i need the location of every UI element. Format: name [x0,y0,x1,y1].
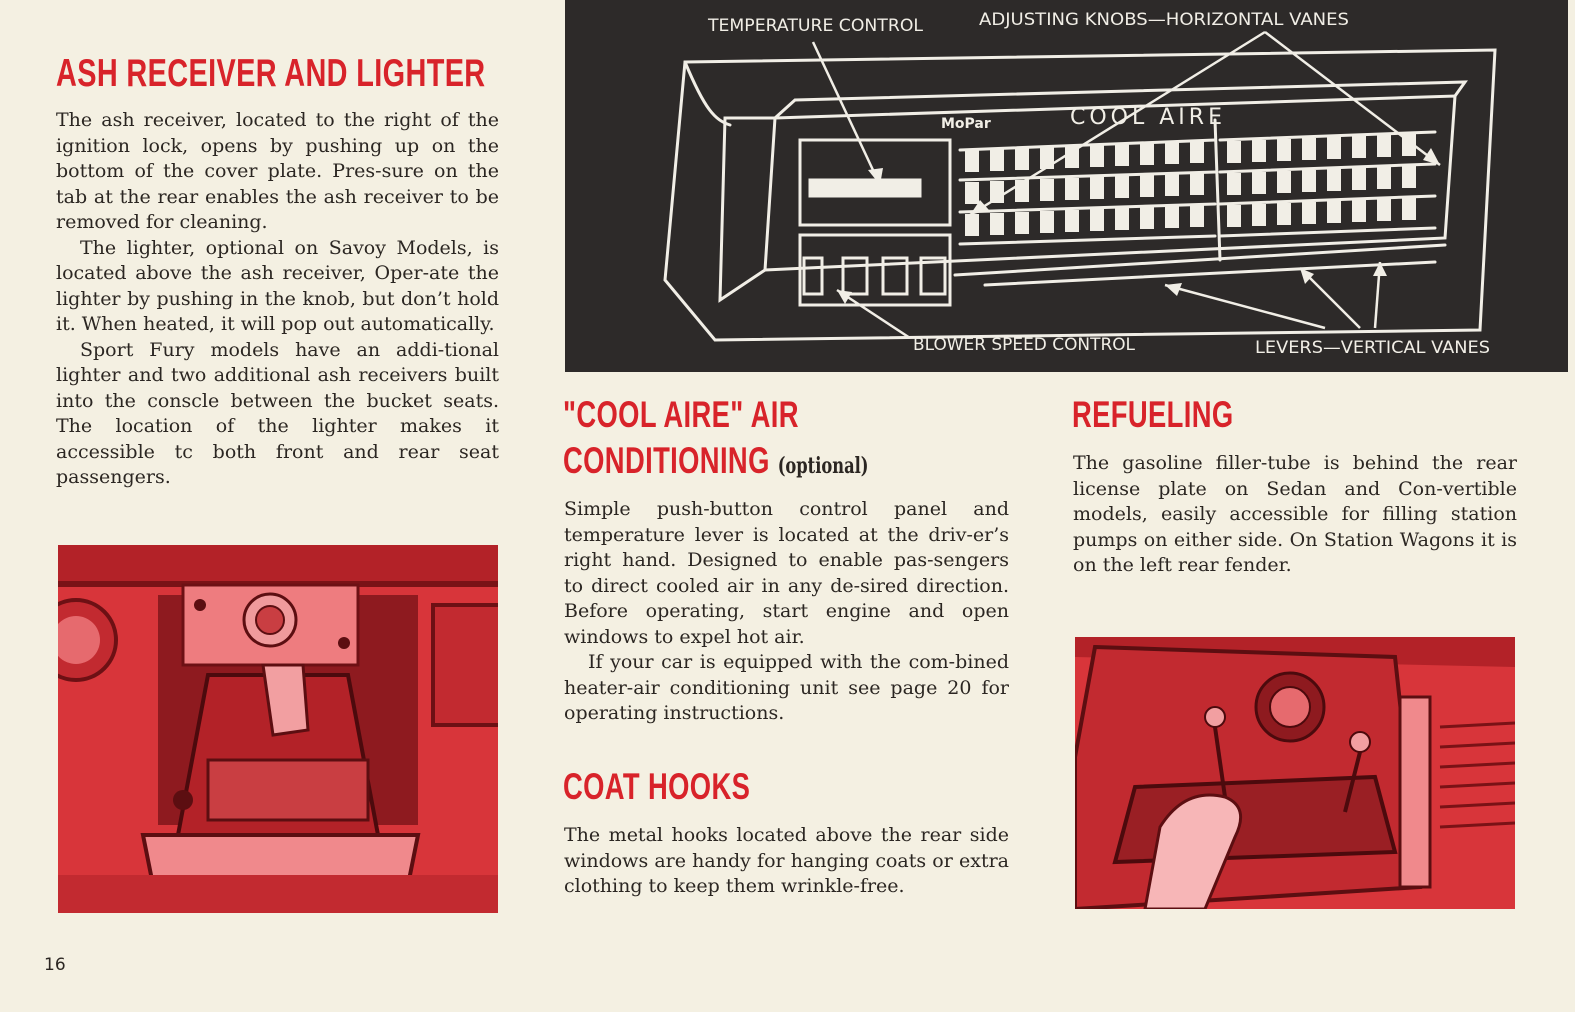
ash-receiver-heading: ASH RECEIVER AND LIGHTER [56,52,486,95]
ash-receiver-paragraph-2: The lighter, optional on Savoy Models, is located above the ash receiver, Oper-ate the lighter by pushing in the knob, but don’t hold it. When heated, it will pop out automatically. [56,236,499,335]
cool-aire-heading-main: CONDITIONING [563,440,770,481]
coat-hooks-text [564,823,1009,900]
cool-aire-heading-line-1: "COOL AIRE" AIR [563,394,799,435]
cool-aire-text [564,497,1009,727]
refueling-photo [1075,637,1515,909]
diagram-mopar-logo: MoPar [941,116,991,132]
refueling-heading: REFUELING [1072,394,1234,435]
label-levers-vertical-vanes: LEVERS—VERTICAL VANES [1255,338,1490,358]
diagram-cool-aire-logo: COOL AIRE [1070,105,1226,130]
label-blower-speed-control: BLOWER SPEED CONTROL [913,335,1136,355]
coat-hooks-paragraph-1: The metal hooks located above the rear side windows are handy for hanging coats or extra clothing to keep them wrinkle-free. [564,824,1009,897]
cool-aire-paragraph-2: If your car is equipped with the com-bined heater-air conditioning unit see page 20 for operating instructions. [564,651,1009,724]
cool-aire-diagram [565,0,1568,372]
ash-receiver-paragraph-3: Sport Fury models have an addi-tional lighter and two additional ash receivers built into the conscle between the bucket seats. The location of the lighter makes it accessible tc both front and rear seat passengers. [56,338,499,488]
ash-receiver-paragraph-1: The ash receiver, located to the right of the ignition lock, opens by pushing up on the bottom of the cover plate. Pres-sure on the tab at the rear enables the ash receiver to be removed for cleaning. [56,109,499,233]
ash-receiver-text [56,108,499,491]
refueling-paragraph-1: The gasoline filler-tube is behind the rear license plate on Sedan and Con-vertible models, easily accessible for filling station pumps on either side. On Station Wagons it is on the left rear fender. [1073,452,1517,576]
cool-aire-heading-optional: (optional) [777,453,869,479]
refueling-text [1073,451,1517,579]
label-temperature-control: TEMPERATURE CONTROL [706,16,924,36]
coat-hooks-heading: COAT HOOKS [563,766,751,807]
ash-receiver-photo [58,545,498,913]
cool-aire-heading-line-2 [563,440,869,482]
label-adjusting-knobs: ADJUSTING KNOBS—HORIZONTAL VANES [979,10,1349,30]
cool-aire-paragraph-1: Simple push-button control panel and temperature lever is located at the driv-er’s right hand. Designed to enable pas-sengers to direct cooled air in any de-sired direction. Before operating, start engine and open windows to expel hot air. [564,498,1009,648]
page-number: 16 [44,955,66,975]
